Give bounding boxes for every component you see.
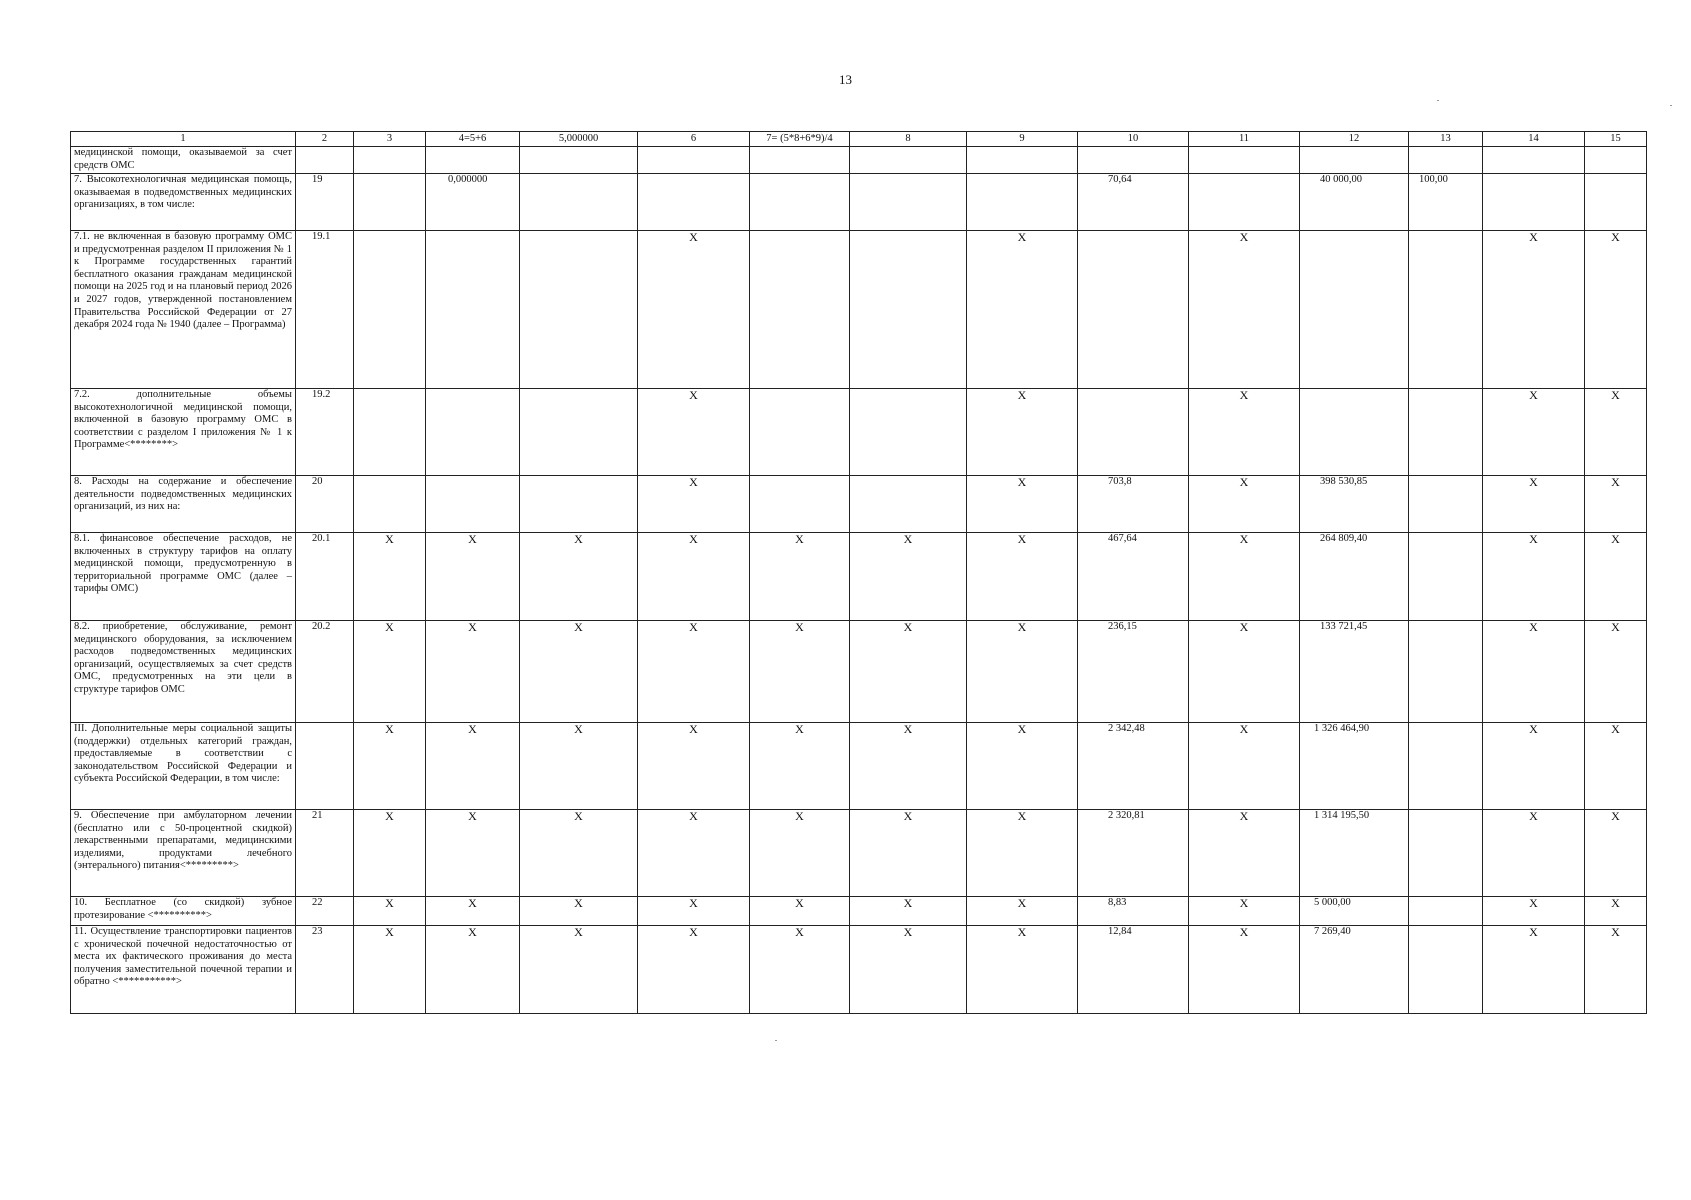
table-cell [1300, 389, 1409, 476]
table-cell: X [1585, 723, 1647, 810]
column-header: 4=5+6 [426, 132, 520, 147]
table-cell [1483, 147, 1585, 174]
column-header: 3 [354, 132, 426, 147]
table-cell: X [1483, 231, 1585, 389]
table-cell [750, 231, 850, 389]
table-cell: X [967, 723, 1078, 810]
table-cell [426, 231, 520, 389]
table-row [71, 533, 1647, 621]
table-cell [850, 389, 967, 476]
table-cell: X [1483, 533, 1585, 621]
table-cell: X [1585, 897, 1647, 926]
table-cell: X [1189, 897, 1300, 926]
table-cell: X [750, 621, 850, 723]
table-cell [1189, 174, 1300, 231]
table-cell [426, 389, 520, 476]
table-cell: X [967, 810, 1078, 897]
table-cell: X [967, 897, 1078, 926]
table-cell [1483, 174, 1585, 231]
table-cell [354, 147, 426, 174]
table-cell: X [967, 621, 1078, 723]
table-cell: X [967, 476, 1078, 533]
row-code: 21 [296, 810, 354, 897]
row-description: III. Дополнительные меры социальной защиты (поддержки) отдельных категорий граждан, предоставляемые в соответствии с законодательством Российской Федерации и субъекта Российской Федерации, в том числе: [71, 723, 296, 810]
table-cell: X [1483, 926, 1585, 1014]
table-cell: 133 721,45 [1300, 621, 1409, 723]
table-cell [1409, 231, 1483, 389]
column-header: 10 [1078, 132, 1189, 147]
row-description: 8.2. приобретение, обслуживание, ремонт медицинского оборудования, за исключением расходов подведомственных медицинских организаций, осуществляемых за счет средств ОМС, предусмотренных на эти цели в структуре тарифов ОМС [71, 621, 296, 723]
table-row [71, 389, 1647, 476]
table-cell: 7 269,40 [1300, 926, 1409, 1014]
table-cell: X [354, 621, 426, 723]
table-cell [354, 174, 426, 231]
row-code: 23 [296, 926, 354, 1014]
table-cell: X [520, 723, 638, 810]
table-cell: X [750, 723, 850, 810]
table-cell: X [638, 897, 750, 926]
table-cell: 40 000,00 [1300, 174, 1409, 231]
table-cell: X [426, 723, 520, 810]
table-cell: 8,83 [1078, 897, 1189, 926]
table-cell: X [1189, 231, 1300, 389]
table-cell: X [1585, 810, 1647, 897]
table-cell: X [750, 926, 850, 1014]
table-cell: X [638, 621, 750, 723]
row-code: 19.1 [296, 231, 354, 389]
table-cell: X [1585, 389, 1647, 476]
table-cell: X [426, 533, 520, 621]
table-cell: 1 314 195,50 [1300, 810, 1409, 897]
table-row [71, 723, 1647, 810]
table-cell [1078, 231, 1189, 389]
table-cell [1409, 533, 1483, 621]
column-header: 6 [638, 132, 750, 147]
table-cell: X [850, 621, 967, 723]
column-header: 1 [71, 132, 296, 147]
table-cell [1409, 897, 1483, 926]
table-cell: X [1483, 476, 1585, 533]
table-cell [967, 147, 1078, 174]
table-cell: X [638, 231, 750, 389]
table-cell: 236,15 [1078, 621, 1189, 723]
page-number: 13 [839, 72, 852, 87]
table-cell: X [426, 810, 520, 897]
table-cell [850, 174, 967, 231]
row-code [296, 723, 354, 810]
scan-speck [1670, 105, 1672, 106]
table-cell: X [354, 810, 426, 897]
table-cell: X [1483, 897, 1585, 926]
table-cell: X [638, 533, 750, 621]
table-cell [520, 147, 638, 174]
table-cell [1409, 476, 1483, 533]
table-cell: 70,64 [1078, 174, 1189, 231]
table-cell [1409, 926, 1483, 1014]
table-cell [850, 147, 967, 174]
scan-speck [775, 1040, 777, 1041]
table-cell [750, 389, 850, 476]
table-cell: X [638, 810, 750, 897]
table-cell: X [1585, 476, 1647, 533]
table-cell: X [426, 621, 520, 723]
row-description: 9. Обеспечение при амбулаторном лечении (бесплатно или с 50-процентной скидкой) лекарственными препаратами, медицинскими изделиями, продуктами лечебного (энтерального) питания<*********> [71, 810, 296, 897]
column-header: 14 [1483, 132, 1585, 147]
table-cell [520, 476, 638, 533]
table-cell: 264 809,40 [1300, 533, 1409, 621]
table-cell: X [1189, 621, 1300, 723]
column-header: 11 [1189, 132, 1300, 147]
row-code: 20.1 [296, 533, 354, 621]
table-cell [1078, 147, 1189, 174]
table-row [71, 476, 1647, 533]
column-header: 9 [967, 132, 1078, 147]
row-description: 8. Расходы на содержание и обеспечение деятельности подведомственных медицинских организаций, из них на: [71, 476, 296, 533]
table-cell [426, 147, 520, 174]
table-cell: 2 342,48 [1078, 723, 1189, 810]
table-row [71, 810, 1647, 897]
table-cell: X [967, 389, 1078, 476]
table-cell: X [750, 810, 850, 897]
scan-speck [1437, 100, 1439, 101]
table-cell: X [1585, 533, 1647, 621]
column-header: 12 [1300, 132, 1409, 147]
table-cell: X [750, 897, 850, 926]
row-description: 7.2. дополнительные объемы высокотехнологичной медицинской помощи, включенной в базовую программу ОМС в соответствии с разделом I приложения № 1 к Программе<********> [71, 389, 296, 476]
table-cell [1078, 389, 1189, 476]
table-cell: X [638, 476, 750, 533]
table-cell: 0,000000 [426, 174, 520, 231]
table-cell [520, 389, 638, 476]
table-row [71, 231, 1647, 389]
table-cell [638, 147, 750, 174]
table-cell: X [850, 533, 967, 621]
table-row [71, 174, 1647, 231]
table-cell: 703,8 [1078, 476, 1189, 533]
table-cell: X [638, 926, 750, 1014]
row-description: 10. Бесплатное (со скидкой) зубное протезирование <**********> [71, 897, 296, 926]
table-cell [750, 147, 850, 174]
table-cell [354, 231, 426, 389]
table-cell [850, 231, 967, 389]
table-cell: X [1483, 723, 1585, 810]
table-cell [520, 174, 638, 231]
table-cell: X [520, 897, 638, 926]
table-cell: X [1483, 389, 1585, 476]
table-cell: X [967, 533, 1078, 621]
table-cell [1189, 147, 1300, 174]
table-cell: X [1585, 231, 1647, 389]
column-header: 15 [1585, 132, 1647, 147]
table-cell: 467,64 [1078, 533, 1189, 621]
table-row [71, 926, 1647, 1014]
row-code: 20 [296, 476, 354, 533]
table-cell: X [520, 621, 638, 723]
row-description: 8.1. финансовое обеспечение расходов, не включенных в структуру тарифов на оплату медицинской помощи, предусмотренную в территориальной программе ОМС (далее – тарифы ОМС) [71, 533, 296, 621]
table-cell: X [967, 231, 1078, 389]
table-cell [850, 476, 967, 533]
row-code: 20.2 [296, 621, 354, 723]
table-cell: X [638, 389, 750, 476]
table-cell: X [1189, 389, 1300, 476]
table-cell: X [1585, 926, 1647, 1014]
table-cell [1585, 147, 1647, 174]
table-cell: X [520, 533, 638, 621]
table-cell: X [520, 810, 638, 897]
column-header: 13 [1409, 132, 1483, 147]
table-cell [520, 231, 638, 389]
table-cell: X [520, 926, 638, 1014]
data-table [70, 131, 1647, 1014]
row-description: 7. Высокотехнологичная медицинская помощь, оказываемая в подведомственных медицинских организациях, в том числе: [71, 174, 296, 231]
table-cell: X [1189, 723, 1300, 810]
table-row [71, 147, 1647, 174]
table-row [71, 897, 1647, 926]
column-header: 5,000000 [520, 132, 638, 147]
table-cell: X [638, 723, 750, 810]
column-header: 2 [296, 132, 354, 147]
column-header: 8 [850, 132, 967, 147]
row-code: 22 [296, 897, 354, 926]
table-cell: X [1189, 533, 1300, 621]
table-cell: X [1189, 926, 1300, 1014]
table-cell [638, 174, 750, 231]
table-cell [1409, 621, 1483, 723]
table-cell: X [1483, 621, 1585, 723]
table-cell [354, 389, 426, 476]
column-header: 7= (5*8+6*9)/4 [750, 132, 850, 147]
table-cell: X [1189, 476, 1300, 533]
row-description: 7.1. не включенная в базовую программу ОМС и предусмотренная разделом II приложения № 1 к Программе государственных гарантий бесплатного оказания гражданам медицинской помощи на 2025 год и на плановый период 2026 и 2027 годов, утвержденной постановлением Правительства Российской Федерации от 27 декабря 2024 года № 1940 (далее – Программа) [71, 231, 296, 389]
table-cell: 1 326 464,90 [1300, 723, 1409, 810]
table-cell: X [850, 723, 967, 810]
table-cell [1409, 147, 1483, 174]
table-cell: X [354, 723, 426, 810]
table-cell [1300, 231, 1409, 389]
table-cell [1300, 147, 1409, 174]
table-cell: X [750, 533, 850, 621]
table-cell: X [354, 926, 426, 1014]
row-code [296, 147, 354, 174]
table-cell: X [850, 897, 967, 926]
table-cell [1409, 723, 1483, 810]
table-cell: X [850, 926, 967, 1014]
table-cell [750, 476, 850, 533]
table-cell: X [426, 897, 520, 926]
table-cell [1409, 810, 1483, 897]
table-cell [1585, 174, 1647, 231]
table-cell: X [354, 897, 426, 926]
table-cell: X [1483, 810, 1585, 897]
table-cell: X [1585, 621, 1647, 723]
column-number-row [71, 132, 1647, 147]
row-description: медицинской помощи, оказываемой за счет средств ОМС [71, 147, 296, 174]
table-cell [967, 174, 1078, 231]
table-cell: 398 530,85 [1300, 476, 1409, 533]
row-code: 19.2 [296, 389, 354, 476]
table-row [71, 621, 1647, 723]
table-cell: X [850, 810, 967, 897]
table-cell [426, 476, 520, 533]
table-cell: X [1189, 810, 1300, 897]
table-cell: 2 320,81 [1078, 810, 1189, 897]
table-cell: 100,00 [1409, 174, 1483, 231]
table-cell: X [354, 533, 426, 621]
table-cell [1409, 389, 1483, 476]
table-cell [354, 476, 426, 533]
row-code: 19 [296, 174, 354, 231]
table-cell: X [426, 926, 520, 1014]
table-cell [750, 174, 850, 231]
table-cell: X [967, 926, 1078, 1014]
table-cell: 12,84 [1078, 926, 1189, 1014]
row-description: 11. Осуществление транспортировки пациентов с хронической почечной недостаточностью от места их фактического проживания до места получения заместительной почечной терапии и обратно <***********> [71, 926, 296, 1014]
table-cell: 5 000,00 [1300, 897, 1409, 926]
